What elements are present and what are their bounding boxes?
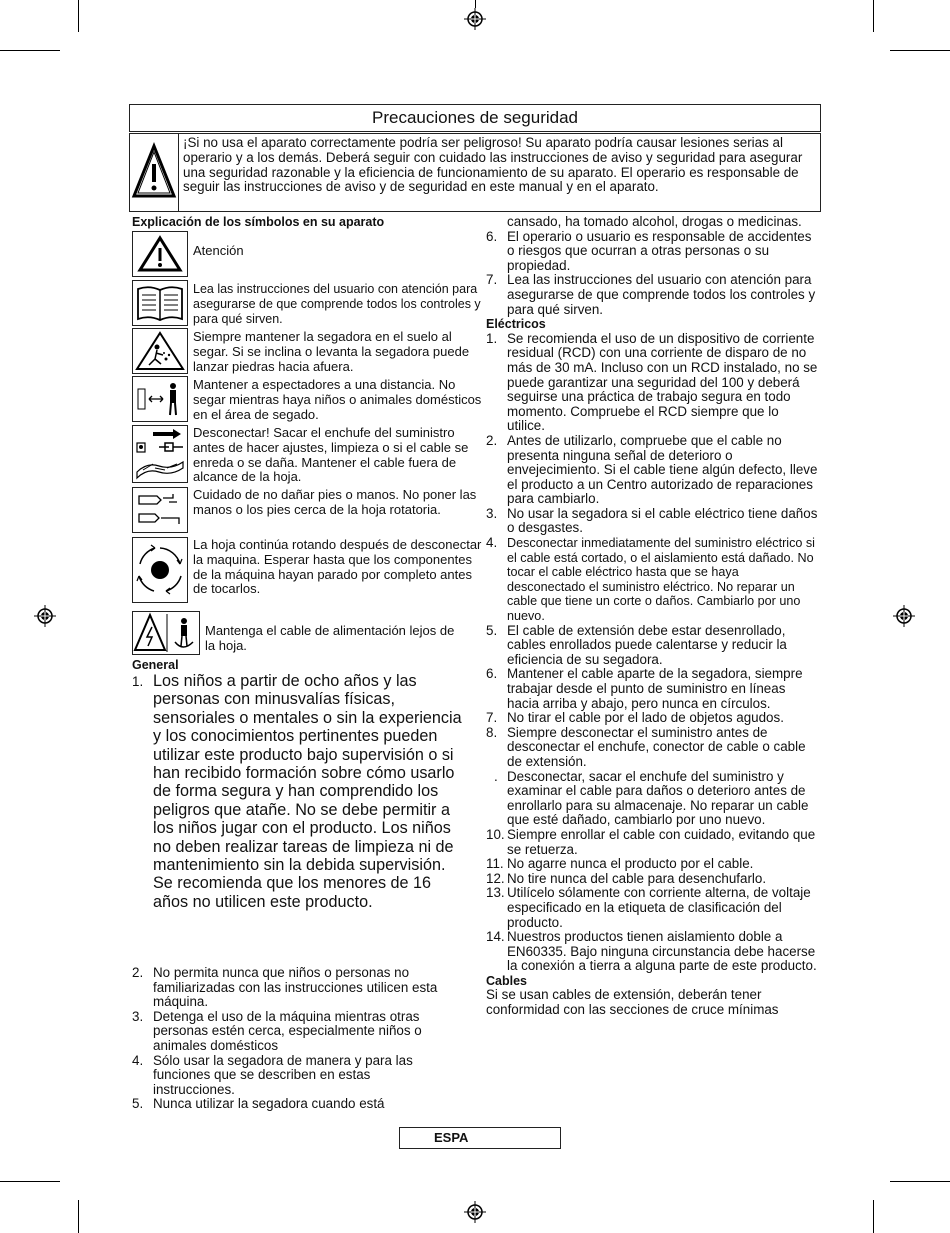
general-item-1-note: Se recomienda que los menores de 16 años no utilicen este producto. (153, 874, 432, 911)
registration-mark-icon (893, 605, 915, 627)
electric-heading: Eléctricos (486, 317, 546, 332)
warning-box (129, 133, 821, 212)
crop-mark (0, 1181, 60, 1182)
right-column (486, 215, 818, 1018)
registration-mark-icon (464, 8, 486, 30)
list-item: 10. Siempre enrollar el cable con cuidado, evitando que se retuerza. (486, 826, 816, 857)
general-item-1-text: Los niños a partir de ocho años y las personas con minusvalías físicas, sensoriales o mentales o sin la experiencia y los conocimientos pertinentes pueden utilizar este producto bajo supervisión o si han recibido formación sobre cómo usarlo de forma segura y han comprendido los peligros que atañe. No se debe permitir a los niños jugar con el producto. Los niños no deben realizar tareas de limpieza ni de mantenimiento sin la debida supervisión. (153, 672, 462, 875)
symbol-text: Mantener a espectadores a una distancia. No segar mientras haya niños o animales domésticos en el área de segado. (193, 377, 482, 422)
list-item: 4. Sólo usar la segadora de manera y para las funciones que se describen en estas instrucciones. (132, 1052, 413, 1097)
registration-mark-icon (34, 605, 56, 627)
list-item: 2. Antes de utilizarlo, compruebe que el cable no presenta ninguna señal de deterioro o envejecimiento. Si el cable tiene algún defecto, lleve el producto a un Centro autorizado de reparaciones para cambiarlo. (486, 432, 818, 507)
crop-mark (890, 1181, 950, 1182)
general-item-1 (132, 672, 467, 911)
crop-mark (475, 0, 476, 8)
list-item: 6. Mantener el cable aparte de la segadora, siempre trabajar desde el punto de suministro en líneas hacia arriba y abajo, pero nunca en círculos. (486, 666, 803, 711)
crop-mark (0, 50, 60, 51)
symbols-heading: Explicación de los símbolos en su aparato (132, 215, 385, 229)
list-item: 4. Desconectar inmediatamente del suministro eléctrico si el cable está cortado, o el aislamiento está dañado. No tocar el cable eléctrico hasta que se haya desconectado el suministro eléctrico. No reparar un cable que tiene un corte o daños. Cambiarlo por uno nuevo. (486, 535, 815, 624)
registration-mark-icon (464, 1201, 486, 1223)
cables-text: Si se usan cables de extensión, deberán tener conformidad con las secciones de cruce mínimas (486, 987, 779, 1018)
list-item: 8. Siempre desconectar el suministro antes de desconectar el enchufe, conector de cable o cable de extensión. (486, 724, 806, 769)
list-item: 11. No agarre nunca el producto por el cable. (486, 856, 754, 872)
list-item: 5. El cable de extensión debe estar desenrollado, cables enrollados puede calentarse y reducir la eficiencia de su segadora. (486, 622, 787, 667)
warning-triangle-icon (130, 134, 179, 211)
list-item: 5. Nunca utilizar la segadora cuando está (132, 1096, 385, 1112)
warning-text: ¡Si no usa el aparato correctamente podría ser peligroso! Su aparato podría causar lesiones serias al operario y a los demás. Deberá seguir con cuidado las instrucciones de aviso y seguridad para asegurar una seguridad razonable y la eficiencia de funcionamiento de su aparato. El operario es responsable de seguir las instrucciones de aviso y de seguridad en este manual y en el aparato. (183, 135, 803, 195)
electric-cable-icon (132, 611, 200, 655)
list-continuation: cansado, ha tomado alcohol, drogas o medicinas. (507, 214, 802, 229)
list-item: 13. Utilícelo sólamente con corriente alterna, de voltaje especificado en la etiqueta de clasificación del producto. (486, 885, 811, 930)
general-heading: General (132, 658, 179, 672)
rotating-blade-icon (132, 537, 188, 603)
language-footer (399, 1127, 561, 1149)
list-item: 7. No tirar el cable por el lado de objetos agudos. (486, 710, 784, 726)
cables-heading: Cables (486, 973, 527, 988)
unplug-icon (132, 425, 188, 483)
symbol-text: Mantenga el cable de alimentación lejos de la hoja. (205, 623, 455, 653)
open-book-icon (132, 280, 188, 326)
list-item: 1. Se recomienda el uso de un dispositivo de corriente residual (RCD) con una corriente de disparo de no más de 30 mA. Incluso con un RCD instalado, no se puede garantizar una seguridad del 100 y deberá seguirse una práctica de trabajo segura en todo momento. Compruebe el RCD siempre que lo utilice. (486, 330, 818, 434)
symbol-text: Atención (193, 243, 244, 258)
general-list (132, 966, 452, 1112)
list-item: . Desconectar, sacar el enchufe del suministro y examinar el cable para daños o deterioro antes de enrollarlo para su almacenaje. No reparar un cable que esté dañado, cambiarlo por uno nuevo. (494, 768, 809, 828)
warning-triangle-icon (132, 231, 188, 277)
list-item: 14. Nuestros productos tienen aislamiento doble a EN60335. Bajo ninguna circunstancia debe hacerse la conexión a tierra a alguna parte de este producto. (486, 929, 817, 974)
list-item: 7. Lea las instrucciones del usuario con atención para asegurarse de que comprende todos los controles y para qué sirven. (486, 272, 816, 317)
feet-hands-icon (132, 487, 188, 533)
crop-mark (890, 50, 950, 51)
thrown-objects-icon (132, 328, 188, 374)
symbol-text: La hoja continúa rotando después de desconectar la maquina. Esperar hasta que los componentes de la máquina hayan parado por completo antes de tocarlos. (193, 537, 482, 597)
symbol-text: Lea las instrucciones del usuario con atención para asegurarse de que comprende todos los controles y para qué sirven. (193, 282, 481, 326)
list-item: 3. No usar la segadora si el cable eléctrico tiene daños o desgastes. (486, 505, 818, 536)
crop-mark (873, 1200, 874, 1233)
symbol-text: Siempre mantener la segadora en el suelo al segar. Si se inclina o levanta la segadora puede lanzar piedras hacia afuera. (193, 329, 470, 374)
crop-mark (873, 0, 874, 32)
list-number: 1. (132, 674, 144, 689)
page-title: Precauciones de seguridad (129, 104, 821, 132)
list-item: 2. No permita nunca que niños o personas no familiarizadas con las instrucciones utilicen esta máquina. (132, 965, 438, 1010)
symbol-text: Cuidado de no dañar pies o manos. No poner las manos o los pies cerca de la hoja rotatoria. (193, 487, 477, 517)
crop-mark (78, 0, 79, 32)
list-item: 6. El operario o usuario es responsable de accidentes o riesgos que ocurran a otras personas o su propiedad. (486, 228, 812, 273)
list-item: 3. Detenga el uso de la máquina mientras otras personas estén cerca, especialmente niños o animales domésticos (132, 1008, 422, 1053)
crop-mark (78, 1200, 79, 1233)
list-item: 12. No tire nunca del cable para desenchufarlo. (486, 870, 767, 886)
footer-label: ESPA (434, 1130, 469, 1145)
symbol-text: Desconectar! Sacar el enchufe del suministro antes de hacer ajustes, limpieza o si el cable se enreda o se daña. Mantener el cable fuera de alcance de la hoja. (193, 425, 469, 485)
bystander-distance-icon (132, 376, 188, 422)
